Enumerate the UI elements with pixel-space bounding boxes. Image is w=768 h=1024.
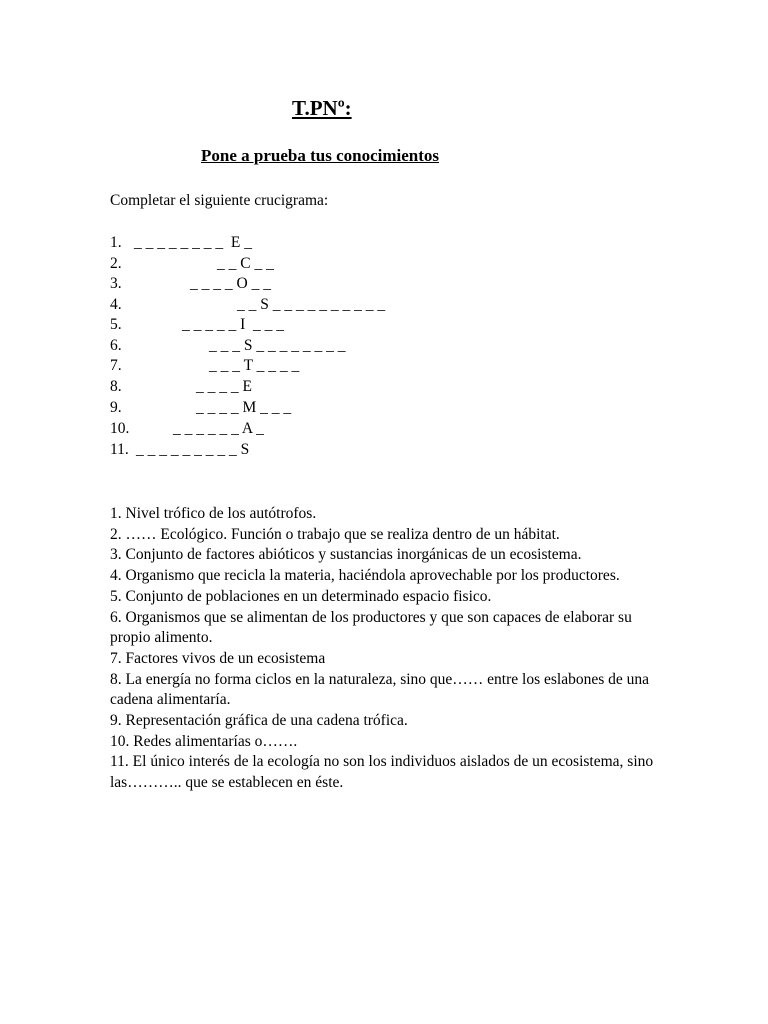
crossword-row-pattern: _ _ _ _ M _ _ _: [196, 399, 292, 416]
crossword-row-number: 7.: [110, 357, 122, 374]
crossword-row-number: 6.: [110, 337, 122, 354]
crossword-row: [110, 378, 510, 398]
clue-item: 10. Redes alimentarías o…….: [110, 732, 298, 750]
crossword-row: [110, 316, 510, 336]
crossword-row: [110, 275, 510, 295]
crossword-row: [110, 357, 510, 377]
crossword-row-number: 2.: [110, 255, 122, 272]
crossword-row: [110, 234, 510, 254]
crossword-row-number: 11.: [110, 441, 129, 458]
clue-item: 3. Conjunto de factores abióticos y sustancias inorgánicas de un ecosistema.: [110, 546, 582, 564]
clue-item: 1. Nivel trófico de los autótrofos.: [110, 505, 317, 522]
clue-item: 11. El único interés de la ecología no son los individuos aislados de un ecosistema, sino las……….. que se establecen en éste.: [110, 753, 654, 792]
clue-item: 4. Organismo que recicla la materia, haciéndola aprovechable por los productores.: [110, 567, 620, 585]
crossword-row-number: 1.: [110, 234, 122, 251]
crossword-row-pattern: _ _ _ S _ _ _ _ _ _ _ _: [209, 337, 346, 354]
crossword-row-number: 4.: [110, 296, 122, 313]
crossword-row: [110, 337, 510, 357]
page-subtitle: Pone a prueba tus conocimientos: [201, 146, 439, 165]
clue-item: 5. Conjunto de poblaciones en un determinado espacio fisico.: [110, 587, 492, 605]
crossword-row-pattern: _ _ _ _ O _ _: [190, 275, 271, 292]
instruction-text: Completar el siguiente crucigrama:: [110, 192, 329, 209]
crossword-row-pattern: _ _ _ _ _ _ A _: [173, 420, 264, 437]
crossword-row-number: 9.: [110, 399, 122, 416]
crossword-row-pattern: _ _ _ _ _ I _ _ _: [182, 316, 285, 333]
crossword-row-pattern: _ _ _ _ _ _ _ _ _ S: [136, 441, 250, 458]
crossword-row-pattern: _ _ _ T _ _ _ _: [209, 357, 300, 374]
page-title: T.PNº:: [292, 96, 352, 120]
crossword-row: [110, 420, 510, 440]
clue-item: 8. La energía no forma ciclos en la naturaleza, sino que…… entre los eslabones de una cadena alimentaría.: [110, 670, 650, 709]
clue-item: 9. Representación gráfica de una cadena trófica.: [110, 712, 408, 730]
clue-item: 7. Factores vivos de un ecosistema: [110, 649, 326, 667]
crossword-row: [110, 296, 510, 316]
crossword-row: [110, 399, 510, 419]
crossword-row-number: 5.: [110, 316, 122, 333]
clue-item: 2. …… Ecológico. Función o trabajo que se realiza dentro de un hábitat.: [110, 525, 560, 543]
crossword-row: [110, 255, 510, 275]
crossword-row-number: 8.: [110, 378, 122, 395]
clue-item: 6. Organismos que se alimentan de los productores y que son capaces de elaborar su propio alimento.: [110, 608, 632, 647]
clues-list: [110, 504, 670, 794]
crossword-row: [110, 441, 510, 461]
crossword-row-pattern: _ _ _ _ _ _ _ _ E _: [134, 234, 252, 251]
crossword-row-pattern: _ _ _ _ E: [196, 378, 252, 395]
crossword-row-number: 10.: [110, 420, 130, 437]
crossword-row-number: 3.: [110, 275, 122, 292]
crossword-row-pattern: _ _ C _ _: [217, 255, 274, 272]
crossword-row-pattern: _ _ S _ _ _ _ _ _ _ _ _ _: [237, 296, 386, 313]
